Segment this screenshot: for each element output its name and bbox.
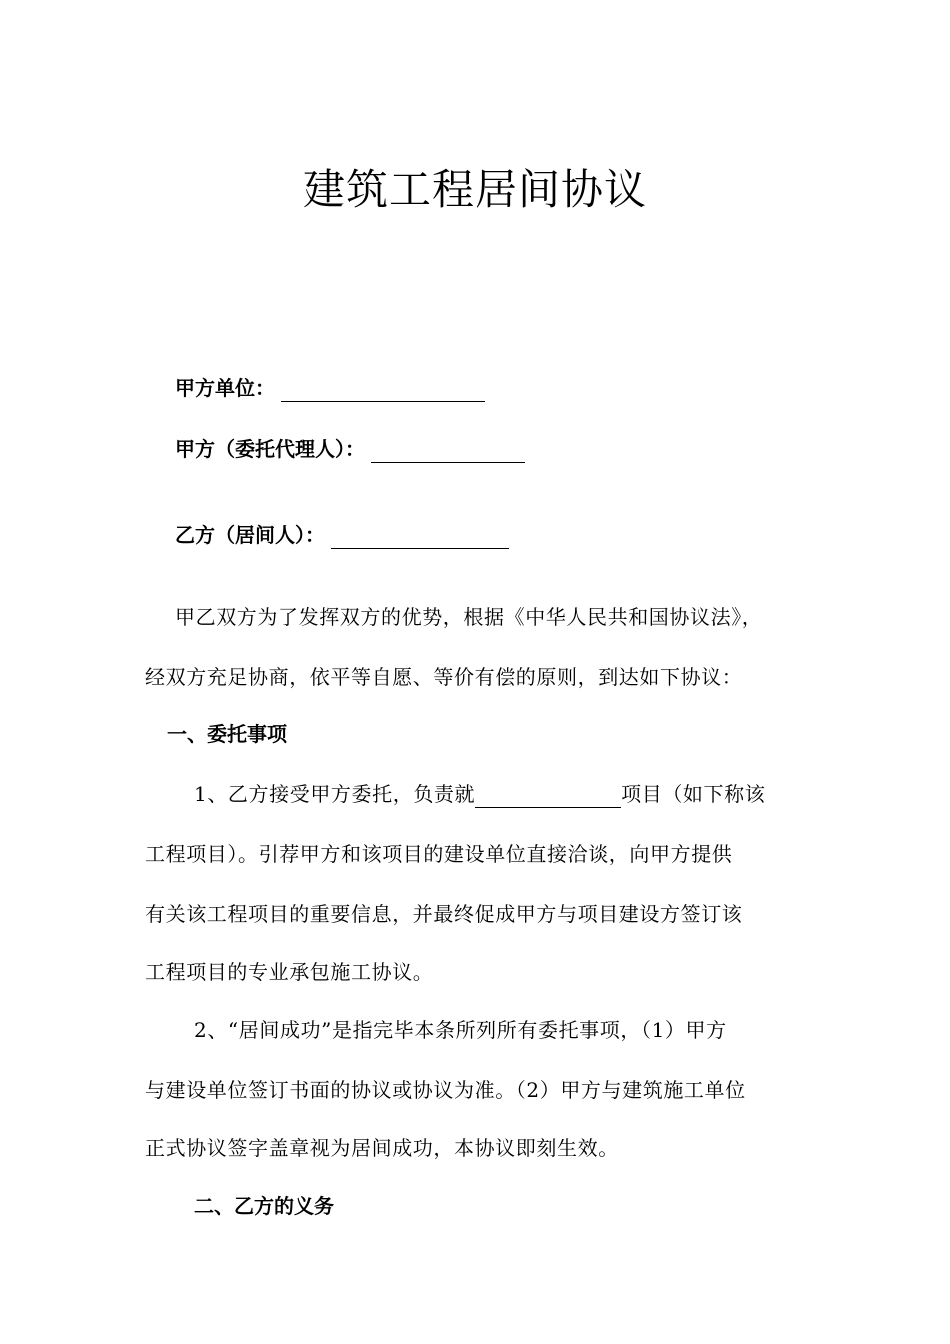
intro-line-1: 甲乙双方为了发挥双方的优势，根据《中华人民共和国协议法》， bbox=[175, 605, 763, 629]
document-title: 建筑工程居间协议 bbox=[302, 165, 647, 214]
intro-line-2: 经双方充足协商，依平等自愿、等价有偿的原则，到达如下协议： bbox=[145, 665, 743, 689]
party-b-label: 乙方（居间人）： bbox=[175, 523, 325, 547]
item-2-line-1: 2、“居间成功”是指完毕本条所列所有委托事项，（1）甲方 bbox=[194, 1018, 727, 1042]
party-a-unit-field bbox=[175, 374, 485, 402]
party-a-unit-blank bbox=[281, 379, 485, 402]
item-1-line-1-before: 1、乙方接受甲方委托，负责就 bbox=[194, 782, 476, 806]
section-1-heading: 一、委托事项 bbox=[167, 722, 287, 746]
party-b-field bbox=[175, 521, 509, 549]
item-1-line-2: 工程项目）。引荐甲方和该项目的建设单位直接洽谈，向甲方提供 bbox=[145, 842, 733, 866]
item-1-line-1 bbox=[194, 780, 765, 808]
party-a-agent-label: 甲方（委托代理人）： bbox=[175, 437, 365, 461]
item-2-line-3: 正式协议签字盖章视为居间成功，本协议即刻生效。 bbox=[145, 1136, 619, 1160]
party-a-unit-label: 甲方单位： bbox=[175, 376, 275, 400]
party-b-blank bbox=[331, 526, 509, 549]
party-a-agent-field bbox=[175, 435, 525, 463]
item-1-line-4: 工程项目的专业承包施工协议。 bbox=[145, 960, 434, 984]
item-1-line-1-after: 项目（如下称该 bbox=[621, 782, 766, 806]
party-a-agent-blank bbox=[371, 440, 525, 463]
project-name-blank bbox=[475, 785, 621, 808]
section-2-heading: 二、乙方的义务 bbox=[194, 1194, 334, 1218]
item-2-line-2: 与建设单位签订书面的协议或协议为准。（2）甲方与建筑施工单位 bbox=[145, 1078, 746, 1102]
item-1-line-3: 有关该工程项目的重要信息，并最终促成甲方与项目建设方签订该 bbox=[145, 902, 743, 926]
